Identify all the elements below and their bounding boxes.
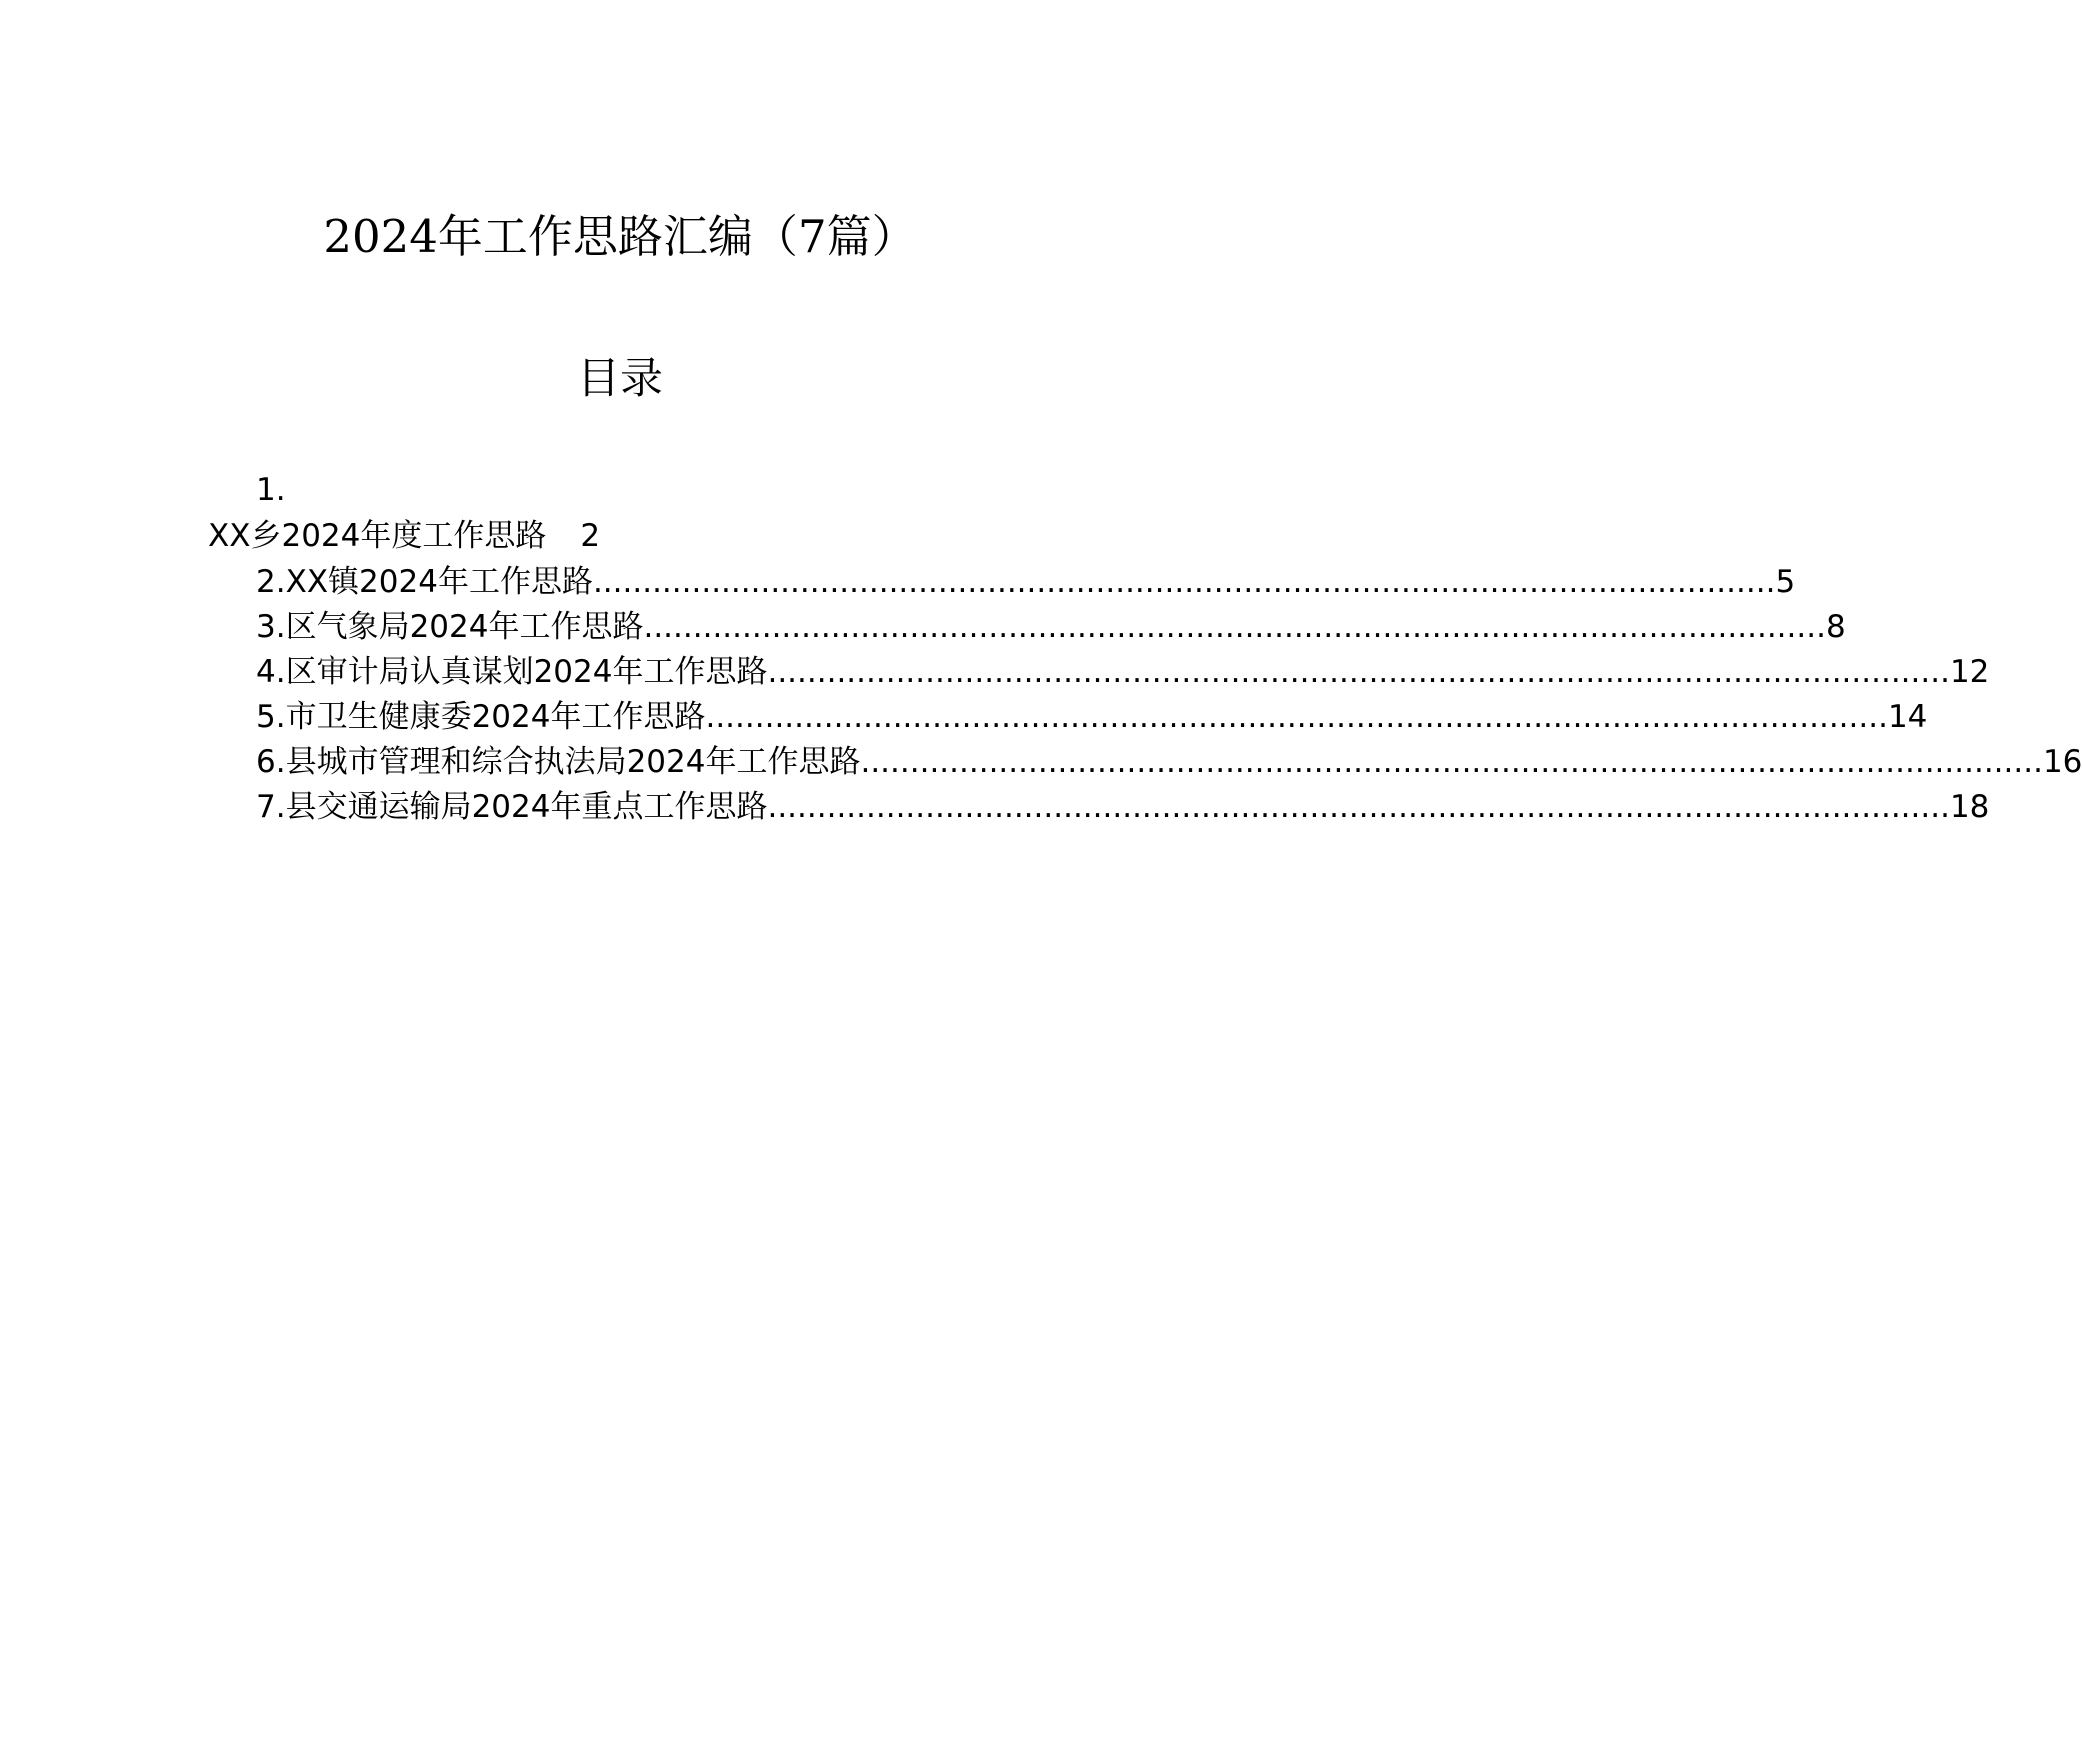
toc-entry-page: 12 <box>1949 654 1990 690</box>
toc-entry-5[interactable] <box>256 695 1928 740</box>
dot-leader: ........................................................................................................................ <box>767 654 1950 690</box>
dot-leader: ........................................................................................................................ <box>767 789 1950 825</box>
toc-entry-title: 3.区气象局2024年工作思路 <box>256 609 644 645</box>
toc-entry-2[interactable] <box>256 560 1796 605</box>
toc-entry-6[interactable] <box>256 740 2082 785</box>
toc-entry-1-page: 2 <box>580 518 601 554</box>
toc-entry-page: 16 <box>2042 744 2082 780</box>
toc-entry-title: 4.区审计局认真谋划2024年工作思路 <box>256 654 768 690</box>
toc-entry-1[interactable] <box>208 516 600 556</box>
dot-leader: ........................................................................................................................ <box>592 564 1776 600</box>
toc-entry-title: 7.县交通运输局2024年重点工作思路 <box>256 789 768 825</box>
document-title <box>0 212 1240 262</box>
toc-heading: 目录 <box>577 354 663 404</box>
toc-entry-page: 14 <box>1887 699 1928 735</box>
toc-entry-4[interactable] <box>256 650 1990 695</box>
dot-leader: ........................................................................................................................ <box>643 609 1826 645</box>
toc-entry-1-title: XX乡2024年度工作思路 <box>208 518 547 554</box>
toc-entry-1-number: 1. <box>256 472 286 508</box>
toc-entry-title: 2.XX镇2024年工作思路 <box>256 564 593 600</box>
toc-entry-title: 5.市卫生健康委2024年工作思路 <box>256 699 706 735</box>
title-count: 7 <box>797 210 827 263</box>
dot-leader: ........................................................................................................................ <box>860 744 2043 780</box>
title-year: 2024 <box>323 210 438 263</box>
toc-list <box>256 560 2082 830</box>
dot-leader: ........................................................................................................................ <box>705 699 1888 735</box>
toc-entry-page: 8 <box>1825 609 1846 645</box>
toc-entry-7[interactable] <box>256 785 1990 830</box>
title-suffix: 篇） <box>826 210 917 263</box>
toc-entry-3[interactable] <box>256 605 1846 650</box>
toc-entry-title: 6.县城市管理和综合执法局2024年工作思路 <box>256 744 861 780</box>
toc-entry-page: 18 <box>1949 789 1990 825</box>
toc-entry-page: 5 <box>1775 564 1796 600</box>
title-main: 年工作思路汇编（ <box>437 210 798 263</box>
